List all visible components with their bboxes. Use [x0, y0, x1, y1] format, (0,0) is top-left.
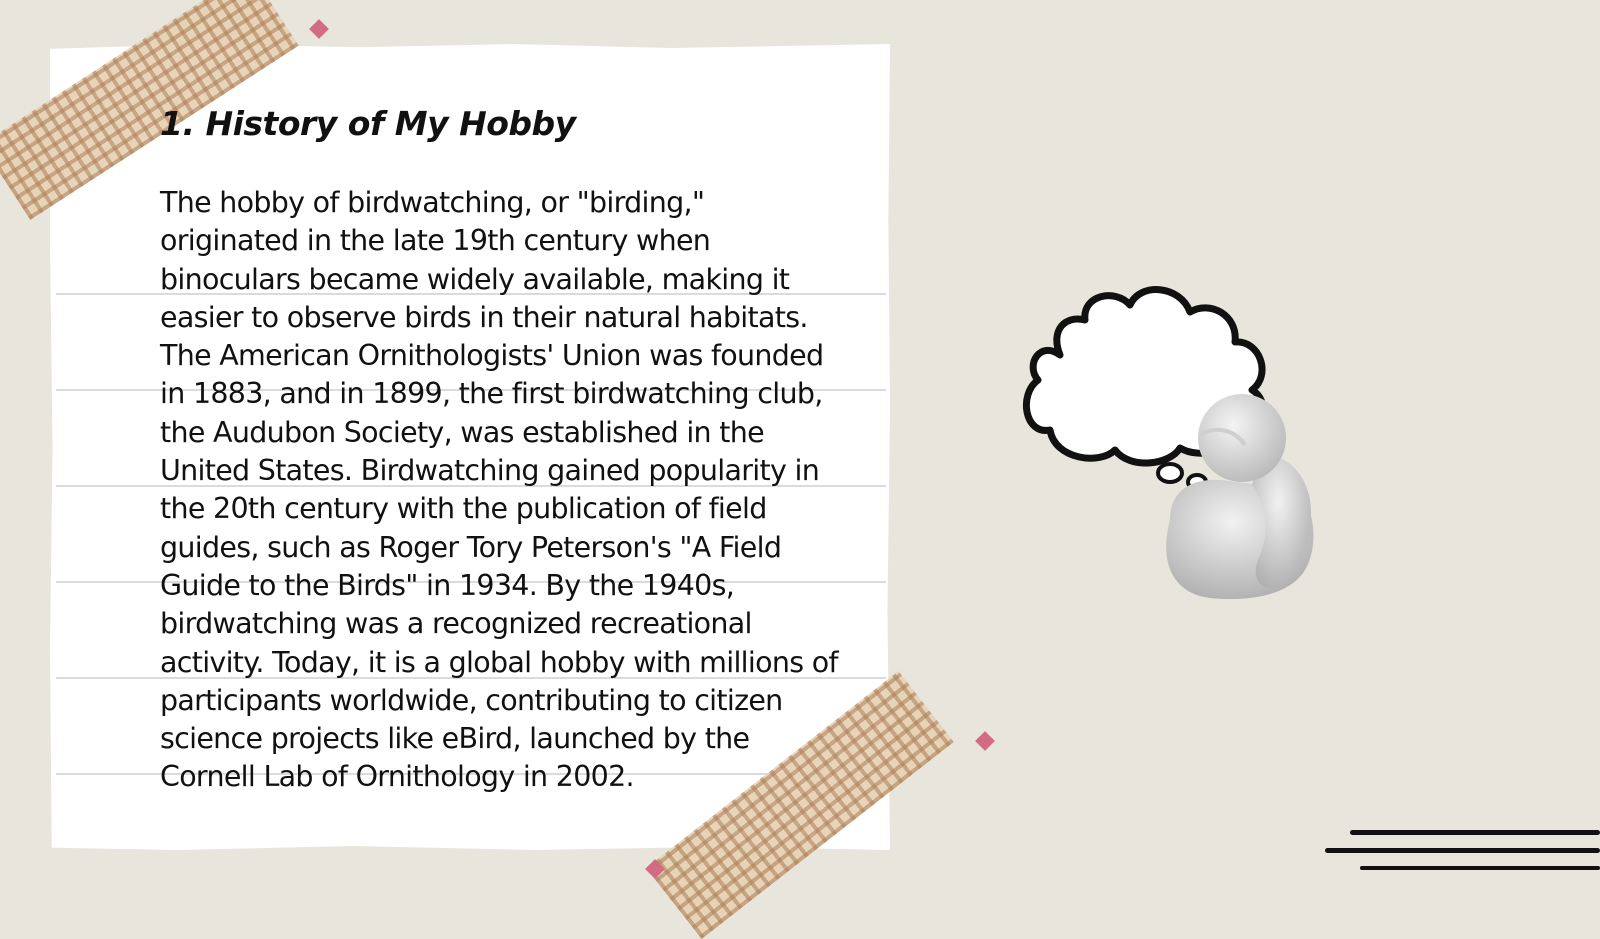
scribble-line: [1350, 830, 1600, 835]
tape-tab-icon: [309, 19, 329, 39]
slide-title: 1. History of My Hobby: [160, 104, 576, 143]
thinking-person-icon: [1020, 270, 1360, 620]
scribble-line: [1360, 866, 1600, 870]
tape-tab-icon: [975, 731, 995, 751]
body-paragraph: The hobby of birdwatching, or "birding," originated in the late 19th century when binoculars became widely available, making it easier to observe birds in their natural habitats. The American Ornithologists' Union was founded in 1883, and in 1899, the first birdwatching club, the Audubon Society, was established in the United States. Birdwatching gained popularity in the 20th century with the publication of field guides, such as Roger Tory Peterson's "A Field Guide to the Birds" in 1934. By the 1940s, birdwatching was a recognized recreational activity. Today, it is a global hobby with millions of participants worldwide, contributing to citizen science projects like eBird, launched by the Cornell Lab of Ornithology in 2002.: [160, 186, 838, 794]
scribble-line: [1325, 848, 1600, 853]
